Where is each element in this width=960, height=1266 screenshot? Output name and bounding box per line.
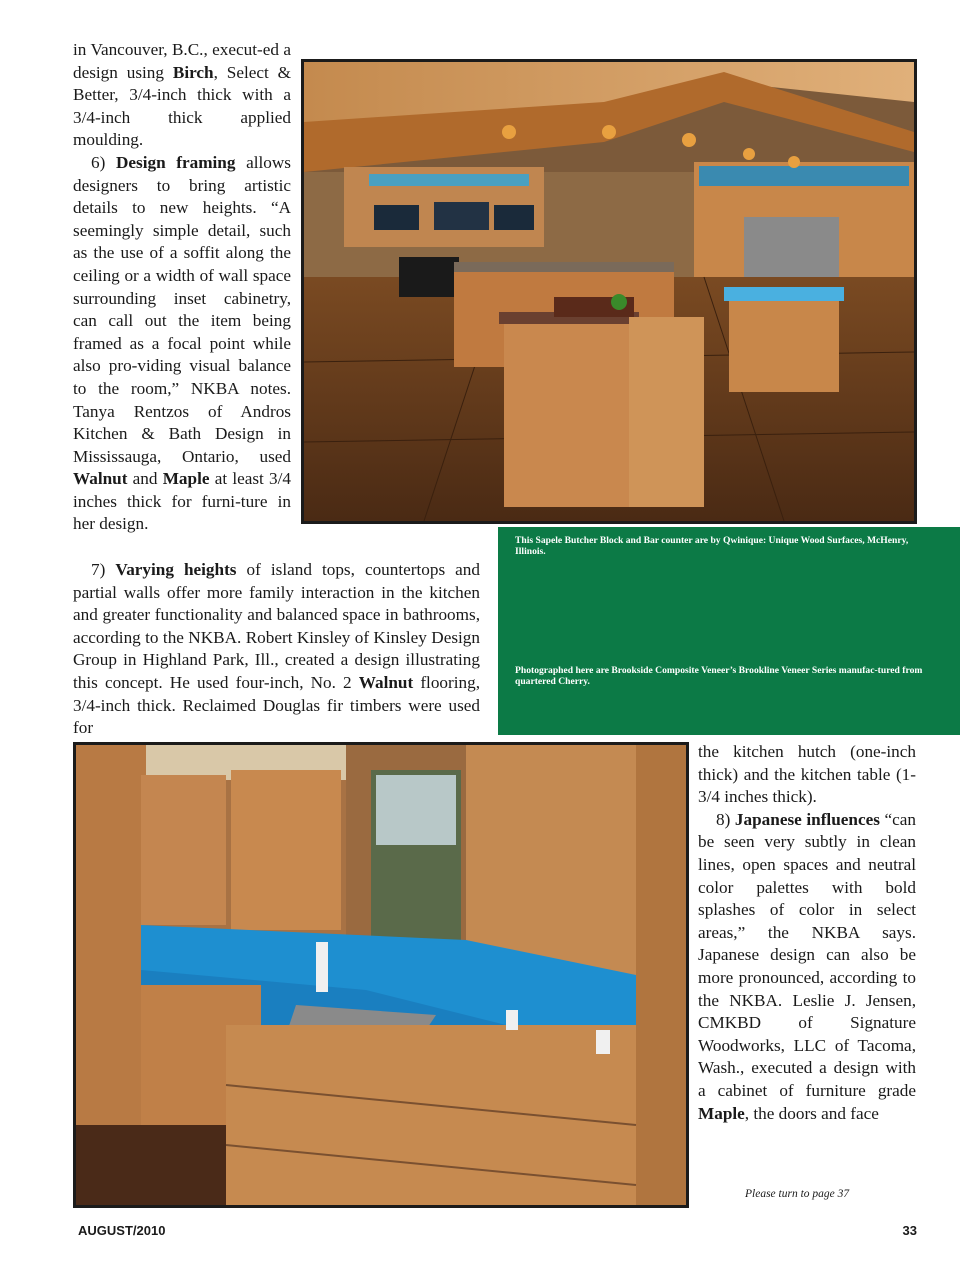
footer-page-number: 33 xyxy=(902,1223,917,1238)
continued-note: Please turn to page 37 xyxy=(745,1188,850,1200)
article-column-right xyxy=(698,741,916,1125)
kitchen-photo-bottom xyxy=(73,742,689,1208)
kitchen-photo-top xyxy=(301,59,917,524)
caption-box xyxy=(498,527,960,735)
paragraph: in Vancouver, B.C., execut-ed a design using Birch, Select & Better, 3/4-inch thick with a 3/4-inch thick applied moulding. xyxy=(73,40,291,150)
footer-issue-date: AUGUST/2010 xyxy=(78,1223,166,1238)
article-column-left-wide xyxy=(73,559,480,740)
kitchen-illustration-top xyxy=(304,62,914,521)
article-column-left-top xyxy=(73,39,291,536)
paragraph-continued: the kitchen hutch (one-inch thick) and the kitchen table (1-3/4 inches thick). xyxy=(698,742,916,807)
paragraph-design-framing: 6) Design framing allows designers to bring artistic details to new heights. “A seemingly simple detail, such as the use of a soffit along the ceiling or a width of wall space surrounding inset cabinetry, can call out the item being framed as a focal point while also pro-viding visual balance to the room,” NKBA notes. Tanya Rentzos of Andros Kitchen & Bath Design in Mississauga, Ontario, used Walnut and Maple at least 3/4 inches thick for furni-ture in her design. xyxy=(73,152,291,534)
paragraph-japanese-influences: 8) Japanese influences “can be seen very subtly in clean lines, open spaces and neutral color palettes with bold splashes of color in select areas,” the NKBA says. Japanese design can also be more pronounced, according to the NKBA. Leslie J. Jensen, CMKBD of Signature Woodworks, LLC of Tacoma, Wash., executed a design with a cabinet of furniture grade Maple, the doors and face xyxy=(698,809,916,1123)
kitchen-illustration-bottom xyxy=(76,745,686,1205)
paragraph-varying-heights: 7) Varying heights of island tops, countertops and partial walls offer more family interaction in the kitchen and greater functionality and balanced space in bathrooms, according to the NKBA. Robert Kinsley of Kinsley Design Group in Highland Park, Ill., created a design illustrating this concept. He used four-inch, No. 2 Walnut flooring, 3/4-inch thick. Reclaimed Douglas fir timbers were used for xyxy=(73,560,481,738)
caption-bottom-photo: Photographed here are Brookside Composite Veneer’s Brookline Veneer Series manufac-tured from quartered Cherry. xyxy=(515,665,923,687)
caption-top-photo: This Sapele Butcher Block and Bar counter are by Qwinique: Unique Wood Surfaces, McHenry, Illinois. xyxy=(515,535,909,557)
